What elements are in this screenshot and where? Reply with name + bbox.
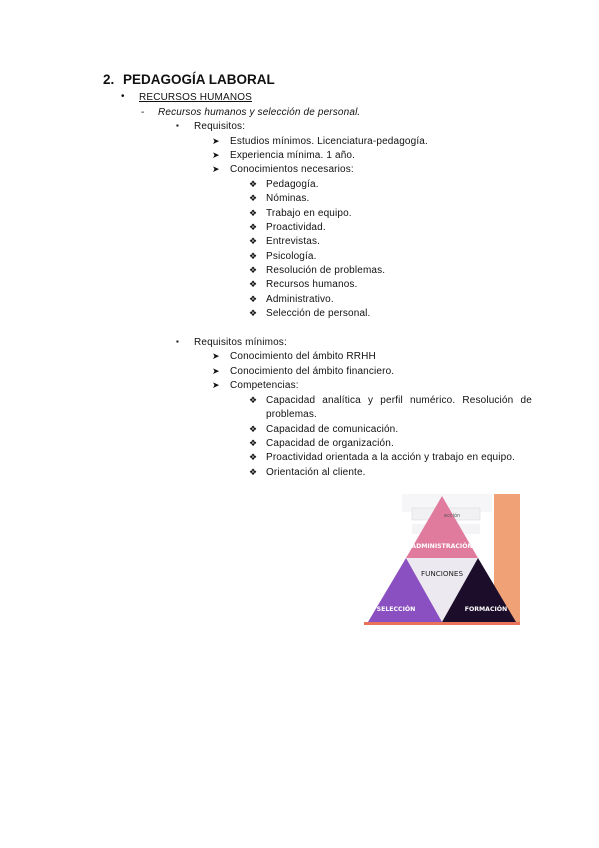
requisito-item: Experiencia mínima. 1 año. <box>230 150 356 161</box>
figure-underline <box>364 622 520 625</box>
rrhh-heading: RECURSOS HUMANOS <box>139 92 252 103</box>
diamond-bullet: ❖ <box>249 265 258 275</box>
requisito-item: Estudios mínimos. Licenciatura-pedagogía. <box>230 136 428 147</box>
conocimiento-item: Trabajo en equipo. <box>266 208 352 219</box>
competencia-item: Capacidad de organización. <box>266 438 394 449</box>
diamond-bullet: ❖ <box>249 179 258 189</box>
conocimiento-item: Resolución de problemas. <box>266 265 386 276</box>
section-heading <box>103 72 275 87</box>
diamond-bullet: ❖ <box>249 236 258 246</box>
competencia-item: Orientación al cliente. <box>266 467 366 478</box>
competencia-item: Proactividad orientada a la acción y trabajo en equipo. <box>266 452 515 463</box>
diamond-bullet: ❖ <box>249 208 258 218</box>
conocimiento-item: Proactividad. <box>266 222 326 233</box>
requisito-item: Conocimientos necesarios: <box>230 164 354 175</box>
arrow-bullet: ➤ <box>212 164 220 174</box>
diamond-bullet: ❖ <box>249 294 258 304</box>
arrow-bullet: ➤ <box>212 380 220 390</box>
requisito-minimo-item: Conocimiento del ámbito financiero. <box>230 366 395 377</box>
competencia-item-cont: problemas. <box>266 409 317 420</box>
arrow-bullet: ➤ <box>212 366 220 376</box>
dash-bullet: - <box>141 107 145 118</box>
label-funciones: FUNCIONES <box>420 569 464 578</box>
diamond-bullet: ❖ <box>249 438 258 448</box>
diamond-bullet: ❖ <box>249 279 258 289</box>
figure-partial-text: ección <box>444 513 461 519</box>
diamond-bullet: ❖ <box>249 308 258 318</box>
conocimiento-item: Nóminas. <box>266 193 310 204</box>
bullet-dot: • <box>121 91 125 102</box>
conocimiento-item: Psicología. <box>266 251 317 262</box>
section-number: 2. <box>103 72 115 87</box>
label-formacion: FORMACIÓN <box>464 606 508 613</box>
arrow-bullet: ➤ <box>212 351 220 361</box>
conocimiento-item: Selección de personal. <box>266 308 371 319</box>
subheading-recursos: Recursos humanos y selección de personal. <box>158 107 361 118</box>
diamond-bullet: ❖ <box>249 222 258 232</box>
square-bullet: ▪ <box>176 337 179 346</box>
arrow-bullet: ➤ <box>212 136 220 146</box>
diamond-bullet: ❖ <box>249 193 258 203</box>
conocimiento-item: Pedagogía. <box>266 179 319 190</box>
diamond-bullet: ❖ <box>249 452 258 462</box>
square-bullet: ▪ <box>176 121 179 130</box>
competencia-item: Capacidad de comunicación. <box>266 424 399 435</box>
pyramid-svg <box>364 492 520 626</box>
functions-pyramid-figure <box>364 492 520 626</box>
requisito-minimo-item: Competencias: <box>230 380 299 391</box>
label-seleccion: SELECCIÓN <box>376 606 416 613</box>
competencia-item: Capacidad analítica y perfil numérico. Resolución de <box>266 395 532 406</box>
diamond-bullet: ❖ <box>249 424 258 434</box>
requisito-minimo-item: Conocimiento del ámbito RRHH <box>230 351 376 362</box>
arrow-bullet: ➤ <box>212 150 220 160</box>
requisitos-minimos-label: Requisitos mínimos: <box>194 337 287 348</box>
conocimiento-item: Entrevistas. <box>266 236 321 247</box>
label-administracion: ADMINISTRACIÓN <box>411 543 473 550</box>
diamond-bullet: ❖ <box>249 467 258 477</box>
requisitos-label: Requisitos: <box>194 121 246 132</box>
diamond-bullet: ❖ <box>249 251 258 261</box>
section-title: PEDAGOGÍA LABORAL <box>123 72 275 87</box>
conocimiento-item: Administrativo. <box>266 294 334 305</box>
conocimiento-item: Recursos humanos. <box>266 279 358 290</box>
diamond-bullet: ❖ <box>249 395 258 405</box>
